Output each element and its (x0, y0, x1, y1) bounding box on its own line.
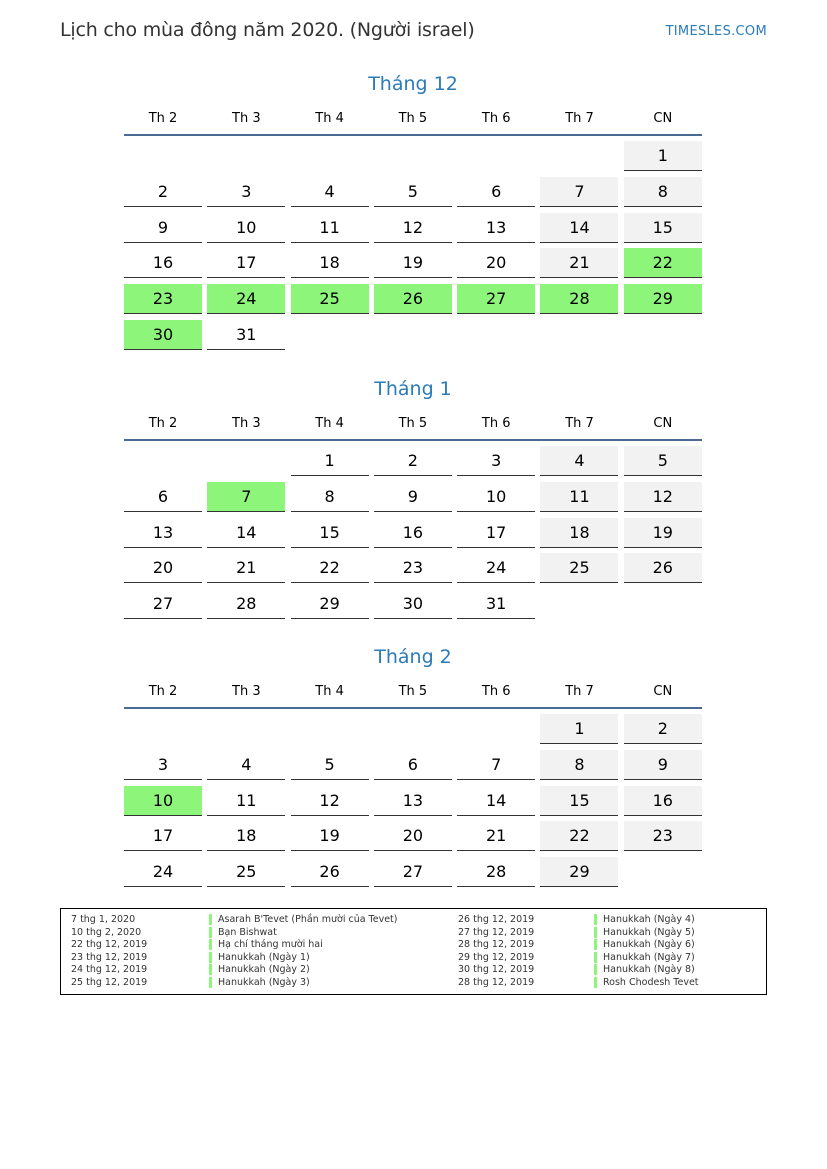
day-cell[interactable]: 20 (374, 821, 452, 851)
day-cell[interactable]: 13 (124, 518, 202, 548)
day-cell[interactable]: 6 (457, 177, 535, 207)
holiday-day-cell[interactable]: 25 (291, 284, 369, 314)
day-cell[interactable]: 25 (540, 553, 618, 583)
week-row (124, 446, 702, 476)
legend-row (594, 977, 699, 990)
weekday-label: Th 3 (232, 684, 261, 699)
legend-date: 25 thg 12, 2019 (71, 976, 148, 988)
legend-date: 30 thg 12, 2019 (458, 964, 535, 976)
page-title: Lịch cho mùa đông năm 2020. (Người israel) (60, 19, 475, 41)
legend-holiday-name: Bạn Bishwat (209, 927, 277, 938)
day-cell[interactable]: 18 (540, 518, 618, 548)
weekday-label: Th 5 (398, 684, 428, 699)
holiday-day-cell[interactable]: 23 (124, 284, 202, 314)
weekday-label: Th 6 (481, 111, 511, 126)
empty-cell (624, 857, 702, 887)
holiday-day-cell[interactable]: 10 (124, 786, 202, 816)
legend-holiday-name: Asarah B'Tevet (Phần mười của Tevet) (209, 914, 398, 925)
day-cell[interactable]: 27 (124, 589, 202, 619)
week-row (124, 177, 702, 207)
day-cell[interactable]: 3 (457, 446, 535, 476)
empty-cell (374, 320, 452, 350)
weekday-label: Th 6 (481, 684, 511, 699)
weekday-label: Th 2 (148, 416, 178, 431)
weekday-label: CN (653, 111, 673, 126)
weekday-label: Th 3 (232, 416, 261, 431)
day-cell[interactable]: 15 (540, 786, 618, 816)
weekday-label: Th 2 (148, 111, 178, 126)
weekday-header (124, 413, 702, 435)
holiday-day-cell[interactable]: 26 (374, 284, 452, 314)
month-calendar (124, 375, 702, 625)
header-divider (124, 439, 702, 441)
week-row (124, 320, 702, 350)
legend-holiday-name: Hanukkah (Ngày 1) (209, 952, 310, 963)
week-row (124, 482, 702, 512)
legend-holiday-name: Hạ chí tháng mười hai (209, 939, 323, 950)
day-cell[interactable]: 15 (624, 213, 702, 243)
holiday-day-cell[interactable]: 22 (624, 248, 702, 278)
day-cell[interactable]: 8 (540, 750, 618, 780)
legend-date: 10 thg 2, 2020 (71, 926, 142, 938)
day-cell[interactable]: 1 (540, 714, 618, 744)
day-cell[interactable]: 4 (207, 750, 285, 780)
legend-holiday-name: Hanukkah (Ngày 7) (594, 952, 695, 963)
day-cell[interactable]: 14 (540, 213, 618, 243)
empty-cell (207, 141, 285, 171)
day-cell[interactable]: 16 (374, 518, 452, 548)
day-cell[interactable]: 9 (124, 213, 202, 243)
week-row (124, 821, 702, 851)
month-calendar (124, 70, 702, 356)
legend-row (209, 952, 398, 965)
holiday-legend (60, 908, 767, 995)
legend-row (209, 914, 398, 927)
day-cell[interactable]: 11 (207, 786, 285, 816)
day-cell[interactable]: 9 (374, 482, 452, 512)
day-cell[interactable]: 1 (624, 141, 702, 171)
holiday-day-cell[interactable]: 24 (207, 284, 285, 314)
day-cell[interactable]: 3 (207, 177, 285, 207)
day-cell[interactable]: 6 (374, 750, 452, 780)
day-cell[interactable]: 19 (624, 518, 702, 548)
week-row (124, 589, 702, 619)
empty-cell (374, 714, 452, 744)
month-title: Tháng 12 (368, 73, 458, 95)
day-cell[interactable]: 24 (124, 857, 202, 887)
holiday-day-cell[interactable]: 28 (540, 284, 618, 314)
legend-holiday-name: Hanukkah (Ngày 6) (594, 939, 695, 950)
day-cell[interactable]: 13 (374, 786, 452, 816)
day-cell[interactable]: 13 (457, 213, 535, 243)
legend-date: 27 thg 12, 2019 (458, 926, 535, 938)
legend-row (594, 939, 699, 952)
weekday-label: Th 7 (565, 684, 594, 699)
day-cell[interactable]: 22 (291, 553, 369, 583)
empty-cell (540, 589, 618, 619)
day-cell[interactable]: 16 (624, 786, 702, 816)
legend-holiday-name: Hanukkah (Ngày 5) (594, 927, 695, 938)
day-cell[interactable]: 15 (291, 518, 369, 548)
weekday-label: Th 3 (232, 111, 261, 126)
weekday-label: Th 4 (315, 111, 344, 126)
day-cell[interactable]: 2 (624, 714, 702, 744)
brand-link[interactable]: TIMESLES.COM (665, 24, 767, 39)
day-cell[interactable]: 25 (207, 857, 285, 887)
legend-row (594, 914, 699, 927)
empty-cell (457, 320, 535, 350)
weekday-label: Th 4 (315, 416, 344, 431)
day-cell[interactable]: 1 (291, 446, 369, 476)
day-cell[interactable]: 3 (124, 750, 202, 780)
day-cell[interactable]: 17 (207, 248, 285, 278)
day-cell[interactable]: 19 (291, 821, 369, 851)
empty-cell (124, 714, 202, 744)
empty-cell (124, 141, 202, 171)
holiday-day-cell[interactable]: 30 (124, 320, 202, 350)
empty-cell (540, 320, 618, 350)
day-cell[interactable]: 14 (207, 518, 285, 548)
legend-date: 22 thg 12, 2019 (71, 939, 148, 951)
empty-cell (457, 714, 535, 744)
day-cell[interactable]: 11 (540, 482, 618, 512)
empty-cell (374, 141, 452, 171)
day-cell[interactable]: 11 (291, 213, 369, 243)
holiday-day-cell[interactable]: 29 (624, 284, 702, 314)
week-row (124, 213, 702, 243)
weekday-header (124, 681, 702, 703)
legend-date: 28 thg 12, 2019 (458, 939, 535, 951)
legend-holiday-name: Hanukkah (Ngày 3) (209, 977, 310, 988)
day-cell[interactable]: 31 (207, 320, 285, 350)
day-cell[interactable]: 21 (540, 248, 618, 278)
day-cell[interactable]: 12 (374, 213, 452, 243)
legend-row (209, 977, 398, 990)
legend-row (209, 964, 398, 977)
day-cell[interactable]: 24 (457, 553, 535, 583)
day-grid (124, 141, 702, 350)
empty-cell (207, 714, 285, 744)
legend-date: 24 thg 12, 2019 (71, 964, 148, 976)
empty-cell (124, 446, 202, 476)
day-cell[interactable]: 10 (457, 482, 535, 512)
day-cell[interactable]: 16 (124, 248, 202, 278)
day-cell[interactable]: 26 (624, 553, 702, 583)
weekday-label: Th 6 (481, 416, 511, 431)
day-cell[interactable]: 29 (540, 857, 618, 887)
month-title: Tháng 1 (374, 378, 452, 400)
week-row (124, 518, 702, 548)
day-cell[interactable]: 12 (291, 786, 369, 816)
weekday-label: Th 2 (148, 684, 178, 699)
day-cell[interactable]: 8 (624, 177, 702, 207)
day-cell[interactable]: 23 (624, 821, 702, 851)
day-cell[interactable]: 8 (291, 482, 369, 512)
day-grid (124, 446, 702, 619)
weekday-header (124, 108, 702, 130)
day-cell[interactable]: 7 (540, 177, 618, 207)
day-cell[interactable]: 7 (457, 750, 535, 780)
empty-cell (207, 446, 285, 476)
empty-cell (457, 141, 535, 171)
legend-row (594, 927, 699, 940)
day-cell[interactable]: 14 (457, 786, 535, 816)
day-cell[interactable]: 22 (540, 821, 618, 851)
month-title: Tháng 2 (374, 646, 452, 668)
legend-date: 23 thg 12, 2019 (71, 951, 148, 963)
weekday-label: CN (653, 684, 673, 699)
weekday-label: Th 4 (315, 684, 344, 699)
day-cell[interactable]: 17 (124, 821, 202, 851)
week-row (124, 248, 702, 278)
weekday-label: Th 5 (398, 416, 428, 431)
empty-cell (291, 320, 369, 350)
day-grid (124, 714, 702, 887)
day-cell[interactable]: 20 (457, 248, 535, 278)
day-cell[interactable]: 28 (457, 857, 535, 887)
weekday-label: Th 7 (565, 416, 594, 431)
day-cell[interactable]: 12 (624, 482, 702, 512)
week-row (124, 141, 702, 171)
day-cell[interactable]: 23 (374, 553, 452, 583)
day-cell[interactable]: 27 (374, 857, 452, 887)
legend-holiday-name: Hanukkah (Ngày 8) (594, 964, 695, 975)
empty-cell (624, 320, 702, 350)
day-cell[interactable]: 6 (124, 482, 202, 512)
legend-date: 28 thg 12, 2019 (458, 976, 535, 988)
day-cell[interactable]: 26 (291, 857, 369, 887)
week-row (124, 857, 702, 887)
header-divider (124, 134, 702, 136)
weekday-label: Th 5 (398, 111, 428, 126)
day-cell[interactable]: 28 (207, 589, 285, 619)
empty-cell (291, 714, 369, 744)
header-divider (124, 707, 702, 709)
day-cell[interactable]: 4 (291, 177, 369, 207)
legend-date: 29 thg 12, 2019 (458, 951, 535, 963)
day-cell[interactable]: 21 (207, 553, 285, 583)
holiday-day-cell[interactable]: 7 (207, 482, 285, 512)
legend-holiday-name: Hanukkah (Ngày 4) (594, 914, 695, 925)
day-cell[interactable]: 17 (457, 518, 535, 548)
day-cell[interactable]: 31 (457, 589, 535, 619)
day-cell[interactable]: 5 (374, 177, 452, 207)
week-row (124, 553, 702, 583)
legend-date: 7 thg 1, 2020 (71, 914, 136, 925)
day-cell[interactable]: 19 (374, 248, 452, 278)
day-cell[interactable]: 9 (624, 750, 702, 780)
day-cell[interactable]: 5 (624, 446, 702, 476)
day-cell[interactable]: 29 (291, 589, 369, 619)
day-cell[interactable]: 21 (457, 821, 535, 851)
legend-holiday-name: Hanukkah (Ngày 2) (209, 964, 310, 975)
day-cell[interactable]: 2 (124, 177, 202, 207)
week-row (124, 284, 702, 314)
legend-date: 26 thg 12, 2019 (458, 914, 535, 925)
weekday-label: Th 7 (565, 111, 594, 126)
day-cell[interactable]: 30 (374, 589, 452, 619)
holiday-day-cell[interactable]: 27 (457, 284, 535, 314)
week-row (124, 750, 702, 780)
day-cell[interactable]: 18 (207, 821, 285, 851)
legend-holiday-name: Rosh Chodesh Tevet (594, 977, 699, 988)
day-cell[interactable]: 2 (374, 446, 452, 476)
legend-row (209, 927, 398, 940)
day-cell[interactable]: 18 (291, 248, 369, 278)
day-cell[interactable]: 4 (540, 446, 618, 476)
day-cell[interactable]: 5 (291, 750, 369, 780)
weekday-label: CN (653, 416, 673, 431)
week-row (124, 786, 702, 816)
legend-row (594, 952, 699, 965)
legend-row (209, 939, 398, 952)
day-cell[interactable]: 20 (124, 553, 202, 583)
month-calendar (124, 643, 702, 893)
legend-row (594, 964, 699, 977)
empty-cell (540, 141, 618, 171)
week-row (124, 714, 702, 744)
day-cell[interactable]: 10 (207, 213, 285, 243)
empty-cell (624, 589, 702, 619)
empty-cell (291, 141, 369, 171)
